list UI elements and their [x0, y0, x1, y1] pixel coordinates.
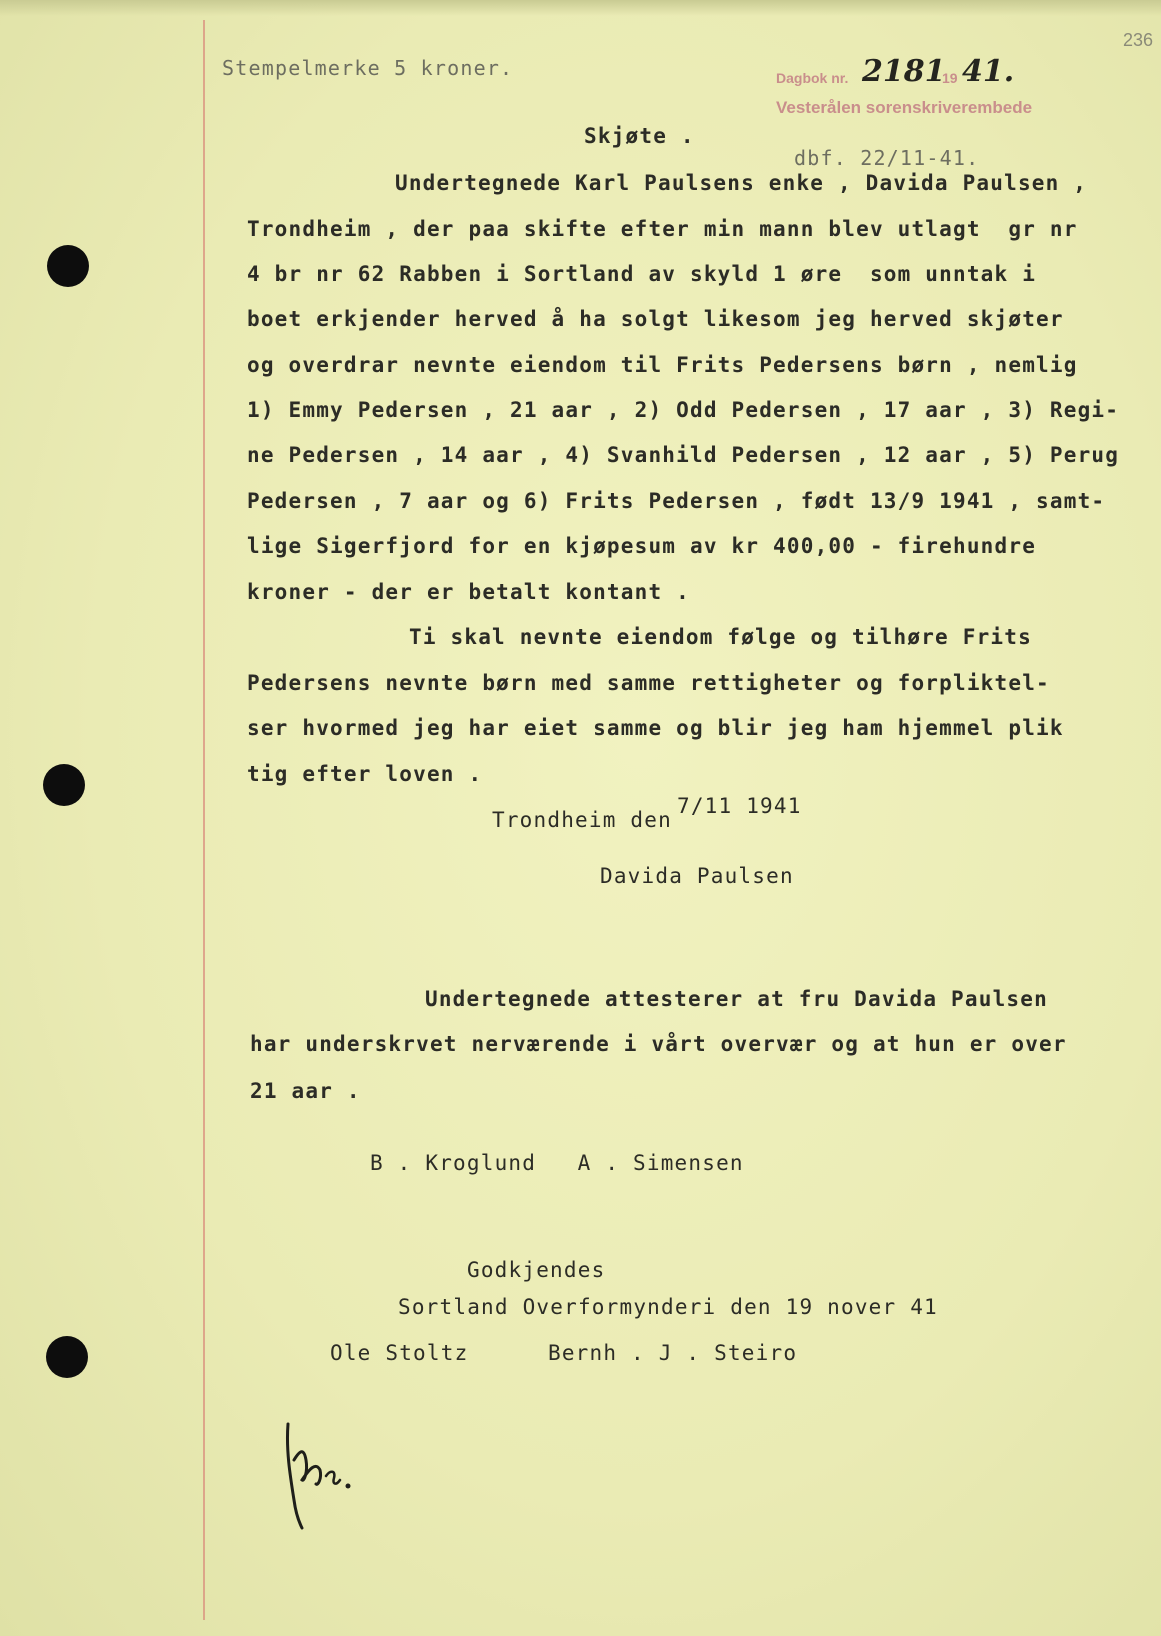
witness-signatures: B . Kroglund A . Simensen — [370, 1151, 744, 1175]
initials-signature-drawing — [280, 1420, 370, 1530]
approval-line: Sortland Overformynderi den 19 nover 41 — [398, 1295, 938, 1319]
deed-line: kroner - der er betalt kontant . — [247, 580, 690, 604]
deed-place: Trondheim den — [492, 808, 672, 832]
punch-hole — [46, 1336, 88, 1378]
deed-date: 7/11 1941 — [677, 794, 802, 818]
deed-line: Trondheim , der paa skifte efter min mann blev utlagt gr nr — [247, 217, 1078, 241]
deed-line: boet erkjender herved å ha solgt likesom jeg herved skjøter — [247, 307, 1064, 331]
dbf-reference: dbf. 22/11-41. — [794, 146, 980, 170]
initials-signature — [280, 1420, 370, 1534]
approval-signer: Ole Stoltz — [330, 1341, 469, 1365]
office-name: Vesterålen sorenskriverembede — [776, 98, 1033, 117]
journal-year-prefix: 19 — [942, 70, 958, 86]
deed-line: Pedersens nevnte børn med samme rettigheter og forpliktel- — [247, 671, 1050, 695]
journal-label: Dagbok nr. — [776, 70, 849, 86]
attestation-line: Undertegnede attesterer at fru Davida Paulsen — [425, 987, 1048, 1011]
deed-line: tig efter loven . — [247, 762, 483, 786]
punch-hole — [43, 764, 85, 806]
attestation-line: har underskrvet nerværende i vårt overvær og at hun er over — [250, 1032, 1067, 1056]
deed-line: Pedersen , 7 aar og 6) Frits Pedersen , født 13/9 1941 , samt- — [247, 489, 1106, 513]
attestation-line: 21 aar . — [250, 1079, 361, 1103]
stamp-duty-note: Stempelmerke 5 kroner. — [222, 56, 514, 80]
approval-signer: Bernh . J . Steiro — [548, 1341, 798, 1365]
deed-line: Ti skal nevnte eiendom følge og tilhøre Frits — [409, 625, 1032, 649]
deed-line: 4 br nr 62 Rabben i Sortland av skyld 1 øre som unntak i — [247, 262, 1037, 286]
page-number: 236 — [1122, 30, 1153, 50]
deed-line: Undertegnede Karl Paulsens enke , Davida Paulsen , — [395, 171, 1088, 195]
deed-line: ne Pedersen , 14 aar , 4) Svanhild Pedersen , 12 aar , 5) Perug — [247, 443, 1120, 467]
punch-hole — [47, 245, 89, 287]
deed-line: ser hvormed jeg har eiet samme og blir jeg ham hjemmel plik — [247, 716, 1064, 740]
deed-title: Skjøte . — [584, 124, 695, 148]
journal-year: 41. — [962, 54, 1015, 89]
deed-line: lige Sigerfjord for en kjøpesum av kr 400,00 - firehundre — [247, 534, 1037, 558]
approval-label: Godkjendes — [467, 1258, 606, 1282]
deed-signer: Davida Paulsen — [600, 864, 794, 888]
journal-number: 2181 — [862, 54, 946, 89]
page-top-edge — [0, 0, 1161, 16]
margin-rule — [203, 20, 205, 1620]
deed-line: og overdrar nevnte eiendom til Frits Pedersens børn , nemlig — [247, 353, 1078, 377]
deed-line: 1) Emmy Pedersen , 21 aar , 2) Odd Pedersen , 17 aar , 3) Regi- — [247, 398, 1120, 422]
